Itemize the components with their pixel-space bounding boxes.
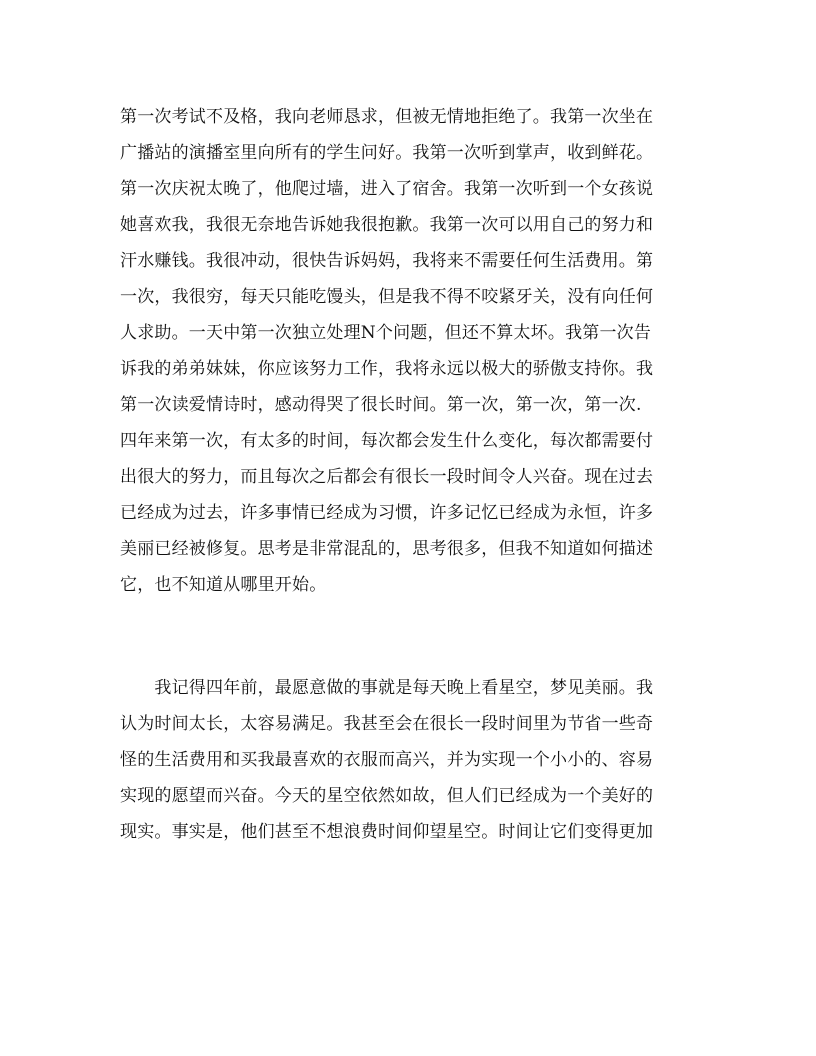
text-line: 它，也不知道从哪里开始。 — [120, 575, 327, 595]
text-line: 广播站的演播室里向所有的学生问好。我第一次听到掌声，收到鲜花。 — [120, 143, 654, 163]
text-line: 第一次庆祝太晚了，他爬过墙，进入了宿舍。我第一次听到一个女孩说 — [120, 179, 654, 199]
text-line: 已经成为过去，许多事情已经成为习惯，许多记忆已经成为永恒，许多 — [120, 503, 654, 523]
text-line: 实现的愿望而兴奋。今天的星空依然如故，但人们已经成为一个美好的 — [120, 786, 654, 806]
paragraph-2 — [120, 670, 696, 850]
text-line: 第一次读爱情诗时，感动得哭了很长时间。第一次，第一次，第一次. — [120, 395, 642, 415]
text-line: 出很大的努力，而且每次之后都会有很长一段时间令人兴奋。现在过去 — [120, 467, 654, 487]
text-line: 怪的生活费用和买我最喜欢的衣服而高兴，并为实现一个小小的、容易 — [120, 750, 654, 770]
text-line: 美丽已经被修复。思考是非常混乱的，思考很多，但我不知道如何描述 — [120, 539, 654, 559]
text-line: 认为时间太长，太容易满足。我甚至会在很长一段时间里为节省一些奇 — [120, 714, 654, 734]
text-line: 四年来第一次，有太多的时间，每次都会发生什么变化，每次都需要付 — [120, 431, 654, 451]
text-line: 现实。事实是，他们甚至不想浪费时间仰望星空。时间让它们变得更加 — [120, 822, 654, 842]
text-line: 她喜欢我，我很无奈地告诉她我很抱歉。我第一次可以用自己的努力和 — [120, 215, 654, 235]
text-line: 汗水赚钱。我很冲动，很快告诉妈妈，我将来不需要任何生活费用。第 — [120, 251, 654, 271]
text-line: 我记得四年前，最愿意做的事就是每天晚上看星空，梦见美丽。我 — [120, 678, 654, 698]
text-line: 人求助。一天中第一次独立处理N个问题，但还不算太坏。我第一次告 — [120, 323, 652, 343]
text-line: 一次，我很穷，每天只能吃馒头，但是我不得不咬紧牙关，没有向任何 — [120, 287, 654, 307]
text-line: 第一次考试不及格，我向老师恳求，但被无情地拒绝了。我第一次坐在 — [120, 107, 654, 127]
text-line: 诉我的弟弟妹妹，你应该努力工作，我将永远以极大的骄傲支持你。我 — [120, 359, 654, 379]
paragraph-1 — [120, 99, 696, 603]
